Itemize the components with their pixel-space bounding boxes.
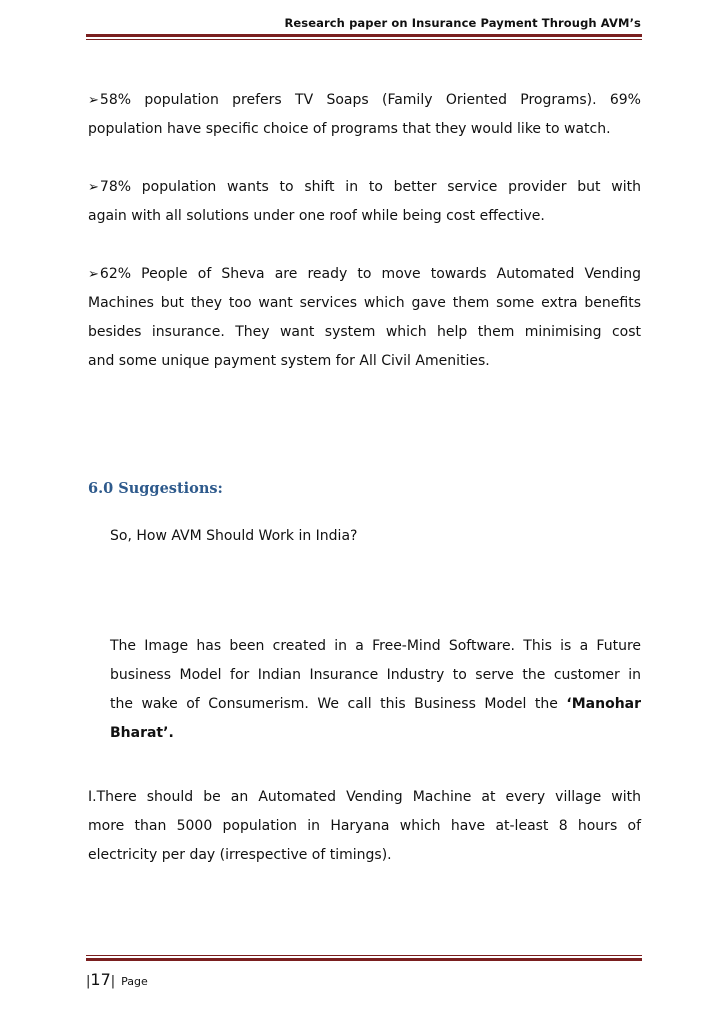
description-line-2: business Model for Indian Insurance Industry to serve the customer in: [110, 667, 641, 683]
point-one-paragraph: [88, 783, 641, 870]
running-header: Research paper on Insurance Payment Through AVM’s: [284, 16, 641, 30]
header-rule: [86, 34, 642, 37]
section-question: [110, 522, 641, 551]
bullet-2-line-2: again with all solutions under one roof while being cost effective.: [88, 208, 545, 224]
footer-rule-thin: [86, 955, 642, 956]
footer-rule: [86, 958, 642, 961]
bullet-1-line-1: 58% population prefers TV Soaps (Family Oriented Programs). 69%: [99, 92, 641, 108]
bullet-3-line-3: besides insurance. They want system which help them minimising cost: [88, 324, 641, 340]
bullet-paragraph-3: [88, 260, 641, 376]
description-line-1: The Image has been created in a Free-Mind Software. This is a Future: [110, 638, 641, 654]
bullet-paragraph-2: [88, 173, 641, 231]
question-text: So, How AVM Should Work in India?: [110, 528, 358, 544]
bullet-3-line-1: 62% People of Sheva are ready to move towards Automated Vending: [99, 266, 641, 282]
footer-bar: |: [86, 974, 91, 989]
page-footer: [86, 970, 148, 989]
point-one-line-3: electricity per day (irrespective of timings).: [88, 847, 392, 863]
model-name-end: Bharat’.: [110, 725, 174, 741]
bullet-3-line-4: and some unique payment system for All Civil Amenities.: [88, 353, 490, 369]
point-one-line-2: more than 5000 population in Haryana which have at-least 8 hours of: [88, 818, 641, 834]
point-one-line-1: I.There should be an Automated Vending Machine at every village with: [88, 789, 641, 805]
bullet-paragraph-1: [88, 86, 641, 144]
header-rule-thin: [86, 39, 642, 40]
section-heading: 6.0 Suggestions:: [88, 480, 223, 497]
arrow-bullet-icon: ➢: [88, 180, 99, 195]
arrow-bullet-icon: ➢: [88, 267, 99, 282]
description-line-3: the wake of Consumerism. We call this Business Model the: [110, 696, 558, 712]
bullet-2-line-1: 78% population wants to shift in to better service provider but with: [99, 179, 641, 195]
bullet-3-line-2: Machines but they too want services which gave them some extra benefits: [88, 295, 641, 311]
page-label: Page: [121, 975, 148, 988]
page-number: 17: [90, 970, 111, 989]
footer-bar: |: [110, 974, 116, 989]
model-description: [110, 632, 641, 748]
arrow-bullet-icon: ➢: [88, 93, 99, 108]
bullet-1-line-2: population have specific choice of programs that they would like to watch.: [88, 121, 611, 137]
model-name-start: ‘Manohar: [566, 696, 642, 712]
